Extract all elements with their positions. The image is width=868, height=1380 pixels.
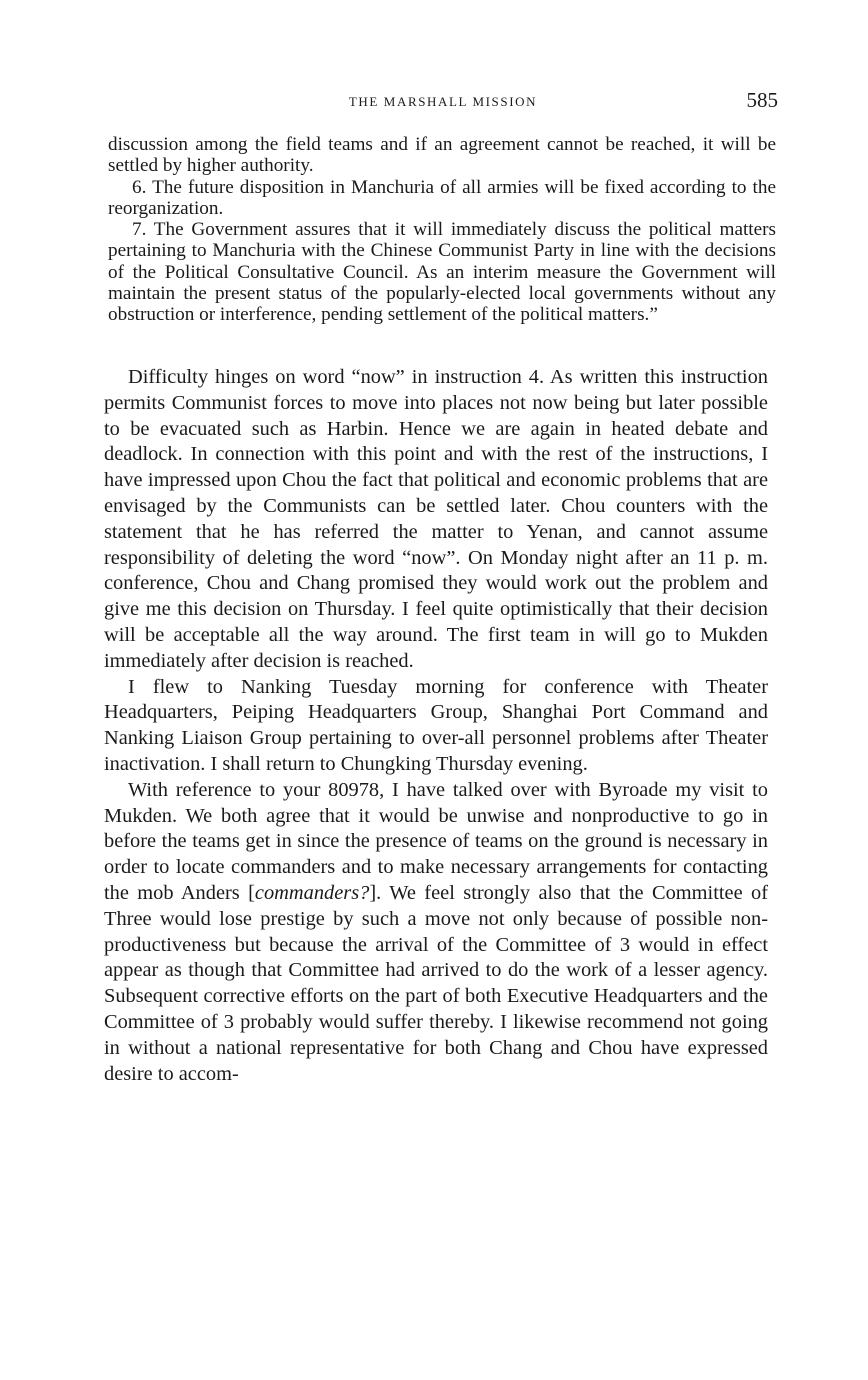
page-number: 585 (746, 88, 778, 112)
running-head (108, 88, 778, 118)
quoted-instructions-block (108, 134, 776, 326)
quoted-paragraph-continuation: discussion among the field teams and if an agreement cannot be reached, it will be settled by higher authority. (108, 134, 776, 177)
mukden-text-before: With reference to your 80978, I have talked over with Byroade my visit to Mukden. We both agree that it would be unwise and nonproductive to go in before the teams get in since the presence of teams on the ground is necessary in order to locate commanders and to make necessary arrangements for contacting the mob Anders [ (104, 778, 768, 904)
body-paragraph-mukden (104, 778, 768, 1088)
body-paragraph-difficulty: Difficulty hinges on word “now” in instruction 4. As written this instruction permits Communist forces to move into places not now being but later possible to be evacuated such as Harbin. Hence we are again in heated debate and deadlock. In connection with this point and with the rest of the instructions, I have impressed upon Chou the fact that political and economic problems that are envisaged by the Communists can be settled later. Chou counters with the statement that he has referred the matter to Yenan, and cannot assume responsibility of deleting the word “now”. On Monday night after an 11 p. m. conference, Chou and Chang promised they would work out the problem and give me this decision on Thursday. I feel quite optimistically that their decision will be acceptable all the way around. The first team in will go to Mukden immediately after decision is reached. (104, 366, 768, 672)
body-paragraph-nanking: I flew to Nanking Tuesday morning for conference with Theater Headquarters, Peiping Headquarters Group, Shanghai Port Command and Nanking Liaison Group pertaining to over-all personnel problems after Theater inactivation. I shall return to Chungking Thursday evening. (104, 675, 768, 775)
running-title: THE MARSHALL MISSION (348, 94, 538, 109)
mukden-italic-correction: commanders? (254, 881, 370, 904)
mukden-text-after: ]. We feel strongly also that the Committee of Three would lose prestige by such a move not only because of possible non-productiveness but because the arrival of the Committee of 3 would in effect appear as though that Committee had arrived to do the work of a lesser agency. Subsequent corrective efforts on the part of both Executive Headquarters and the Committee of 3 probably would suffer thereby. I likewise recommend not going in without a national representative for both Chang and Chou have expressed desire to accom- (104, 881, 769, 1085)
body-text (104, 365, 768, 1087)
quoted-paragraph-item-6: 6. The future disposition in Manchuria of all armies will be fixed according to the reorganization. (108, 176, 776, 219)
quoted-paragraph-item-7: 7. The Government assures that it will immediately discuss the political matters pertaining to Manchuria with the Chinese Communist Party in line with the decisions of the Political Consultative Council. As an interim measure the Government will maintain the present status of the popularly-elected local governments without any obstruction or interference, pending settlement of the political matters.” (108, 219, 776, 326)
